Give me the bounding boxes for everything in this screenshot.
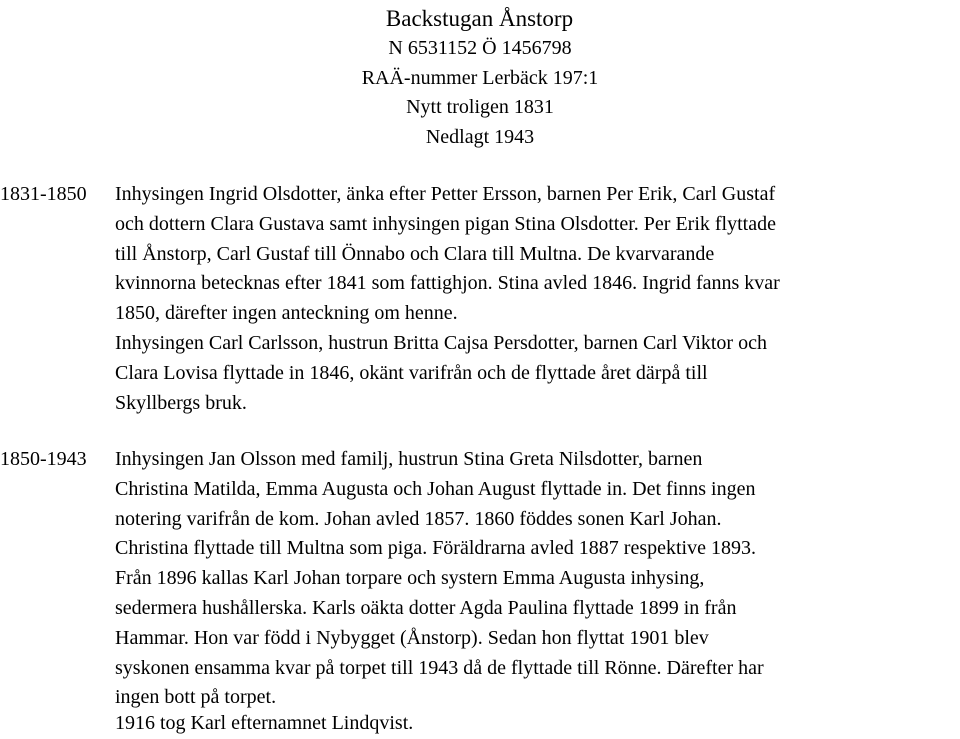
section-paragraph bbox=[115, 709, 957, 739]
paragraph-line: Inhysingen Carl Carlsson, hustrun Britta Cajsa Persdotter, barnen Carl Viktor och bbox=[115, 332, 767, 354]
paragraph-line: kvinnorna betecknas efter 1841 som fattighjon. Stina avled 1846. Ingrid fanns kvar bbox=[115, 272, 780, 295]
document-header bbox=[0, 4, 960, 152]
paragraph-line: till Ånstorp, Carl Gustaf till Önnabo och Clara till Multna. De kvarvarande bbox=[115, 242, 715, 265]
paragraph-line: syskonen ensamma kvar på torpet till 1943 då de flyttade till Rönne. Därefter har bbox=[115, 656, 764, 679]
section-paragraph bbox=[115, 445, 957, 713]
paragraph-line: Hammar. Hon var född i Nybygget (Ånstorp). Sedan hon flyttat 1901 blev bbox=[115, 626, 709, 649]
paragraph-line: Skyllbergs bruk. bbox=[115, 391, 247, 414]
period-label: 1850-1943 bbox=[0, 448, 87, 470]
section-paragraph bbox=[115, 329, 957, 418]
paragraph-line: Inhysingen Jan Olsson med familj, hustrun Stina Greta Nilsdotter, barnen bbox=[115, 448, 703, 470]
raa-number-line: RAÄ-nummer Lerbäck 197:1 bbox=[361, 66, 599, 89]
paragraph-line: Clara Lovisa flyttade in 1846, okänt varifrån och de flyttade året därpå till bbox=[115, 361, 708, 384]
paragraph-line: 1916 tog Karl efternamnet Lindqvist. bbox=[115, 712, 414, 734]
paragraph-line: ingen bott på torpet. bbox=[115, 686, 277, 709]
paragraph-line: notering varifrån de kom. Johan avled 1857. 1860 föddes sonen Karl Johan. bbox=[115, 507, 722, 530]
paragraph-line: sedermera hushållerska. Karls oäkta dotter Agda Paulina flyttade 1899 in från bbox=[115, 596, 737, 619]
paragraph-line: Från 1896 kallas Karl Johan torpare och systern Emma Augusta inhysing, bbox=[115, 567, 705, 590]
coordinates-line: N 6531152 Ö 1456798 bbox=[388, 37, 572, 59]
new-year-line: Nytt troligen 1831 bbox=[406, 96, 554, 118]
period-label: 1831-1850 bbox=[0, 183, 87, 205]
paragraph-line: 1850, därefter ingen anteckning om henne. bbox=[115, 302, 458, 325]
paragraph-line: Christina flyttade till Multna som piga. Föräldrarna avled 1887 respektive 1893. bbox=[115, 537, 756, 560]
paragraph-line: Christina Matilda, Emma Augusta och Johan August flyttade in. Det finns ingen bbox=[115, 477, 756, 500]
paragraph-line: och dottern Clara Gustava samt inhysingen pigan Stina Olsdotter. Per Erik flyttade bbox=[115, 212, 776, 235]
document-title: Backstugan Ånstorp bbox=[385, 6, 574, 31]
closed-year-line: Nedlagt 1943 bbox=[425, 125, 535, 148]
paragraph-line: Inhysingen Ingrid Olsdotter, änka efter Petter Ersson, barnen Per Erik, Carl Gustaf bbox=[115, 183, 776, 205]
section-paragraph bbox=[115, 180, 957, 329]
